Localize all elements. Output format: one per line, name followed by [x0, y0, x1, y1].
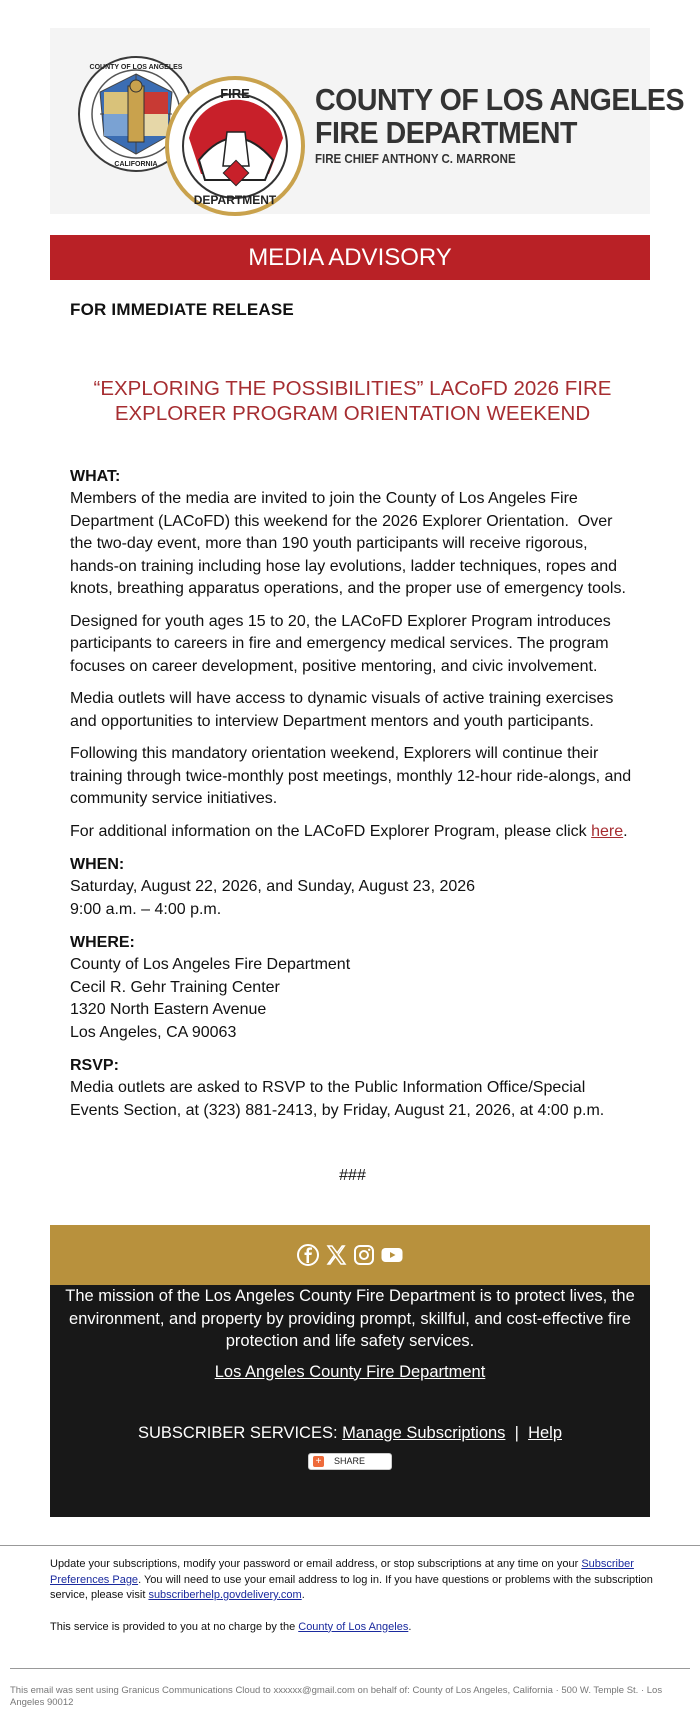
- subscriber-services: [50, 1424, 650, 1443]
- link-separator: |: [514, 1423, 519, 1442]
- brand-line-1: COUNTY OF LOS ANGELES: [315, 82, 685, 117]
- sender-notice: This email was sent using Granicus Communications Cloud to xxxxxx@gmail.com on behalf of: County of Los Angeles, California · 500 W. Temple St. · Los Angeles 90012: [10, 1685, 663, 1708]
- info-suffix: .: [623, 822, 628, 840]
- what-paragraph-3: Media outlets will have access to dynamic visuals of active training exercises and opportunities to interview Department mentors and youth participants.: [70, 690, 614, 730]
- divider: [10, 1668, 690, 1669]
- seal2-top-text: FIRE: [220, 86, 250, 101]
- here-link[interactable]: here: [591, 822, 624, 840]
- what-label: WHAT:: [70, 468, 121, 485]
- county-link[interactable]: County of Los Angeles: [298, 1620, 409, 1633]
- seal1-top-text: COUNTY OF LOS ANGELES: [89, 64, 183, 71]
- subscription-preferences: [50, 1557, 660, 1635]
- prefs-text-3: .: [301, 1589, 305, 1601]
- release-notice: FOR IMMEDIATE RELEASE: [70, 300, 294, 319]
- prefs-text-1: Update your subscriptions, modify your password or email address, or stop subscriptions at any time on your: [50, 1558, 582, 1570]
- subscriberhelp-link[interactable]: subscriberhelp.govdelivery.com: [148, 1589, 302, 1601]
- when-times: 9:00 a.m. – 4:00 p.m.: [70, 900, 222, 918]
- where-line-3: 1320 North Eastern Avenue: [70, 1001, 267, 1018]
- youtube-icon[interactable]: [380, 1243, 404, 1267]
- service-suffix: .: [408, 1620, 412, 1633]
- manage-subscriptions-link[interactable]: Manage Subscriptions: [342, 1423, 506, 1442]
- headline: “EXPLORING THE POSSIBILITIES” LACoFD 2026 FIRE EXPLORER PROGRAM ORIENTATION WEEKEND: [93, 377, 612, 425]
- what-paragraph-2: Designed for youth ages 15 to 20, the LACoFD Explorer Program introduces participants to careers in fire and emergency medical services. The program focuses on career development, positive mentoring, and civic involvement.: [70, 612, 611, 675]
- where-line-4: Los Angeles, CA 90063: [70, 1023, 237, 1041]
- rsvp-text: Media outlets are asked to RSVP to the Public Information Office/Special Events Section, at (323) 881-2413, by Friday, August 21, 2026, at 4:00 p.m.: [70, 1079, 605, 1119]
- help-link[interactable]: Help: [528, 1423, 562, 1442]
- x-icon[interactable]: [324, 1243, 348, 1267]
- end-marker: ###: [339, 1167, 366, 1184]
- service-prefix: This service is provided to you at no charge by the: [50, 1620, 299, 1633]
- prefs-text: [50, 1557, 660, 1604]
- prefs-text-2: . You will need to use your email address to log in. If you have questions or problems with the subscription service, please visit: [50, 1573, 653, 1601]
- share-label: SHARE: [334, 1456, 366, 1466]
- mission-statement: The mission of the Los Angeles County Fire Department is to protect lives, the environment, and property by providing prompt, skillful, and cost-effective fire protection and life safety services.: [65, 1287, 635, 1350]
- instagram-icon[interactable]: [352, 1243, 376, 1267]
- brand-line-2: FIRE DEPARTMENT: [315, 115, 577, 150]
- share-plus-icon: +: [313, 1456, 324, 1467]
- when-dates: Saturday, August 22, 2026, and Sunday, August 23, 2026: [70, 878, 476, 895]
- service-notice: [50, 1620, 660, 1636]
- where-line-2: Cecil R. Gehr Training Center: [70, 978, 280, 996]
- department-link[interactable]: Los Angeles County Fire Department: [214, 1362, 486, 1381]
- seal2-bottom-text: DEPARTMENT: [193, 193, 277, 207]
- what-paragraph-4: Following this mandatory orientation weekend, Explorers will continue their training through twice-monthly post meetings, monthly 12-hour ride-alongs, and community service initiatives.: [70, 745, 632, 807]
- what-paragraph-1: Members of the media are invited to join the County of Los Angeles Fire Department (LACoFD) this weekend for the 2026 Explorer Orientation. Over the two-day event, more than 190 youth participants will receive rigorous, hands-on training including hose lay evolutions, ladder techniques, ropes and knots, breathing apparatus operations, and the proper use of emergency tools.: [70, 490, 626, 597]
- media-advisory-banner: MEDIA ADVISORY: [50, 235, 650, 280]
- share-button[interactable]: [308, 1453, 392, 1470]
- divider: [0, 1545, 700, 1546]
- fire-chief-name: FIRE CHIEF ANTHONY C. MARRONE: [315, 152, 516, 166]
- brand-block: [315, 82, 685, 166]
- advisory-content: [70, 300, 635, 1185]
- seal1-bottom-text: CALIFORNIA: [114, 161, 158, 168]
- fire-department-seal-icon: [165, 76, 305, 216]
- subscriber-preferences-link[interactable]: Subscriber Preferences Page: [50, 1558, 634, 1586]
- subscriber-label: SUBSCRIBER SERVICES:: [137, 1423, 343, 1442]
- info-prefix: For additional information on the LACoFD Explorer Program, please click: [70, 822, 592, 840]
- what-paragraph-5: [70, 821, 635, 844]
- when-label: WHEN:: [70, 856, 125, 873]
- letterhead: [50, 28, 685, 214]
- where-label: WHERE:: [70, 934, 135, 951]
- facebook-icon[interactable]: [296, 1243, 320, 1267]
- social-bar: [50, 1225, 650, 1285]
- rsvp-label: RSVP:: [70, 1057, 119, 1074]
- mission-footer: [50, 1285, 650, 1517]
- where-line-1: County of Los Angeles Fire Department: [70, 956, 351, 973]
